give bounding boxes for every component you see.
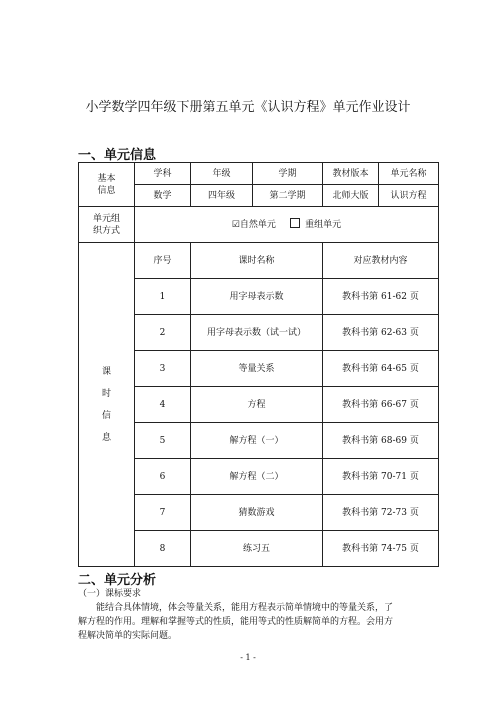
lesson-name: 练习五 — [191, 531, 323, 567]
lesson-header-no: 序号 — [135, 243, 191, 279]
lesson-label-char: 信 — [101, 410, 111, 421]
header-subject: 学科 — [135, 163, 191, 185]
checkbox-regroup-unit[interactable] — [290, 218, 300, 228]
lesson-label-char: 时 — [101, 388, 111, 399]
document-title: 小学数学四年级下册第五单元《认识方程》单元作业设计 — [85, 100, 411, 115]
paragraph-line: 解方程的作用。理解和掌握等式的性质，能用等式的性质解简单的方程。会用方 — [78, 617, 394, 627]
section-heading-unit-analysis: 二、单元分析 — [78, 573, 157, 588]
lesson-no: 5 — [135, 423, 191, 459]
lesson-no: 6 — [135, 459, 191, 495]
lesson-content: 教科书第 66-67 页 — [323, 387, 439, 423]
lesson-no: 7 — [135, 495, 191, 531]
lesson-label-char: 息 — [101, 432, 111, 443]
section-heading-unit-info: 一、单元信息 — [78, 148, 157, 163]
header-unit-name: 单元名称 — [379, 163, 439, 185]
lesson-name: 用字母表示数 — [191, 279, 323, 315]
lesson-content: 教科书第 64-65 页 — [323, 351, 439, 387]
lesson-content: 教科书第 61-62 页 — [323, 279, 439, 315]
header-grade: 年级 — [191, 163, 253, 185]
basic-info-label: 基本 信息 — [79, 163, 135, 207]
lesson-name: 解方程（二） — [191, 459, 323, 495]
paragraph-line: 程解决简单的实际问题。 — [78, 631, 178, 641]
header-term: 学期 — [253, 163, 323, 185]
lesson-content: 教科书第 68-69 页 — [323, 423, 439, 459]
paragraph-line: 能结合具体情境，体会等量关系，能用方程表示简单情境中的等量关系，了 — [96, 603, 394, 613]
lesson-no: 4 — [135, 387, 191, 423]
lesson-name: 等量关系 — [191, 351, 323, 387]
value-term: 第二学期 — [253, 185, 323, 207]
lesson-label-char: 课 — [101, 366, 111, 377]
lesson-name: 猜数游戏 — [191, 495, 323, 531]
unit-info-table — [78, 162, 439, 567]
lesson-no: 1 — [135, 279, 191, 315]
natural-unit-label: 自然单元 — [239, 220, 276, 230]
lesson-name: 用字母表示数（试一试） — [191, 315, 323, 351]
header-edition: 教材版本 — [323, 163, 379, 185]
lesson-header-name: 课时名称 — [191, 243, 323, 279]
org-options — [135, 207, 439, 243]
value-subject: 数学 — [135, 185, 191, 207]
value-unit-name: 认识方程 — [379, 185, 439, 207]
regroup-unit-label: 重组单元 — [305, 220, 342, 230]
lesson-content: 教科书第 70-71 页 — [323, 459, 439, 495]
page-number: - 1 - — [240, 653, 256, 662]
org-label: 单元组 织方式 — [79, 207, 135, 243]
lesson-no: 3 — [135, 351, 191, 387]
lesson-content: 教科书第 62-63 页 — [323, 315, 439, 351]
subheading-curriculum: （一）课标要求 — [78, 589, 142, 599]
lesson-content: 教科书第 72-73 页 — [323, 495, 439, 531]
lesson-name: 解方程（一） — [191, 423, 323, 459]
lesson-no: 8 — [135, 531, 191, 567]
lesson-name: 方程 — [191, 387, 323, 423]
lesson-info-label — [79, 243, 135, 567]
value-edition: 北师大版 — [323, 185, 379, 207]
lesson-content: 教科书第 74-75 页 — [323, 531, 439, 567]
lesson-no: 2 — [135, 315, 191, 351]
lesson-header-content: 对应教材内容 — [323, 243, 439, 279]
value-grade: 四年级 — [191, 185, 253, 207]
checkbox-natural-unit[interactable]: ☑ — [231, 220, 240, 230]
